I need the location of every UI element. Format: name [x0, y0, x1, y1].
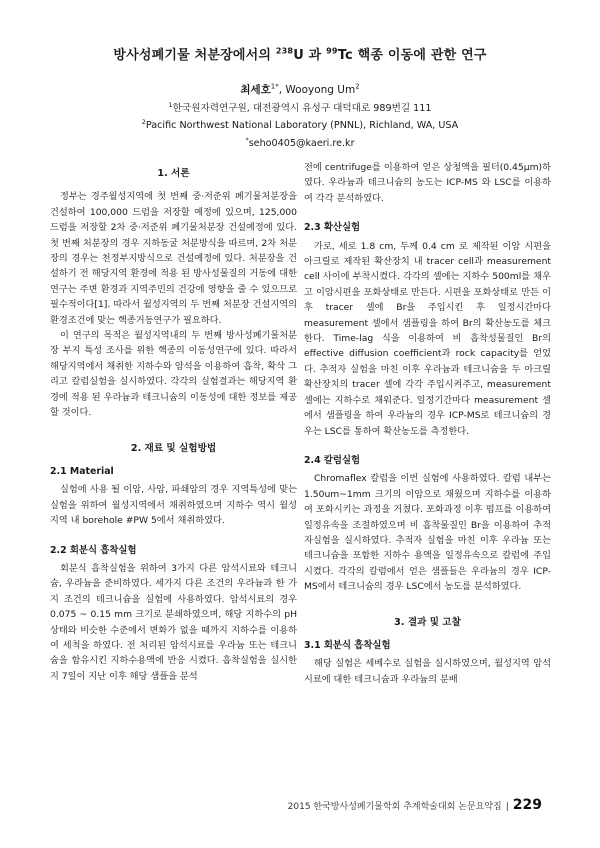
- subsection-2-2-heading: 2.2 회분식 흡착실험: [50, 544, 137, 556]
- corresponding-email: [0, 136, 600, 149]
- footer-proceedings-title: 2015 한국방사성폐기물학회 추계학술대회 논문요약집: [287, 802, 502, 812]
- column-experiment-paragraph: Chromaflex 칼럼을 이번 실험에 사용하였다. 칼럼 내부는 1.50um~1mm 크기의 이암으로 채웠으며 지하수를 이용하여 포화시키는 과정을 거쳤다. 포화과정 이후 펌프를 이용하여 일정유속을 조절하였으며 비 흡착물질인 Br을 이용하여 추적자실험을 실시하였다. 추적자 실험을 마친 이후 우라늄 또는 테크니슘을 포함한 지하수 용액을 일정유속으로 칼럼에 주입시켰다. 각각의 칼럼에서 얻은 샘플들은 우라늄의 경우 ICP-MS에서 테크니슘의 경우 LSC에서 농도를 분석하였다.: [304, 473, 551, 593]
- material-paragraph: 실험에 사용 될 이암, 사암, 파쇄암의 경우 지역특성에 맞는 실험을 위하여 월성지역에서 채취하였으며 지하수 역시 월성지역 내 borehole #PW 5에서 채취하였다.: [50, 484, 297, 527]
- page-number: 229: [512, 797, 542, 813]
- footer-separator: |: [505, 802, 509, 812]
- title-part2: U 과: [293, 48, 327, 63]
- affiliation-1: [0, 100, 600, 114]
- affiliation-2-mark: 2: [141, 118, 146, 126]
- corresponding-mark: *: [245, 136, 249, 144]
- author-separator: , Wooyong Um: [278, 84, 356, 96]
- left-column: [50, 160, 297, 684]
- batch-sorption-paragraph-cont: 전에 centrifuge를 이용하여 얻은 상청액을 필터(0.45µm)하였다. 우라늄과 테크니슘의 농도는 ICP-MS 와 LSC를 이용하여 각각 분석하였다.: [304, 162, 551, 204]
- intro-paragraph-1: 정부는 경주월성지역에 첫 번째 중·저준위 폐기물처분장을 건설하여 100,000 드럼을 저장할 예정에 있으며, 125,000 드럼을 저장할 2차 중·저준위 폐기물처분장 건설예정에 있다. 첫 번째 처분장의 경우 지하동굴 처분방식을 따르며, 2차 처분장의 경우는 천정부지방식으로 건설예정에 있다. 처분장을 건설하기 전 해당지역 환경에 적용 된 방사성물질의 거동에 대한 연구는 주변 환경과 지역주민의 건강에 영향을 줄 수 있으므로 필수적이다[1]. 따라서 월성지역의 두 번째 처분장 건설지역의 환경조건에 맞는 핵종거동연구가 필요하다.: [50, 191, 297, 326]
- affiliation-1-text: 한국원자력연구원, 대전광역시 유성구 대덕대로 989번길 111: [172, 103, 432, 114]
- paper-title: [0, 44, 600, 63]
- section-1-heading: 1. 서론: [157, 168, 190, 179]
- page-footer: [288, 797, 542, 813]
- intro-paragraph-2: 이 연구의 목적은 월성지역내의 두 번째 방사성폐기물처분장 부지 특성 조사를 위한 핵종의 이동성연구에 있다. 따라서 해당지역에서 채취한 지하수와 암석을 이용하여 흡착, 확삭 그리고 칼럼실험을 실시하였다. 각각의 실험결과는 해당지역 환경에 적용 된 우라늄과 테크니슘의 이동성에 대한 정보를 제공할 것이다.: [50, 330, 297, 419]
- author-list: [0, 82, 600, 97]
- affiliation-2-text: Pacific Northwest National Laboratory (PNNL), Richland, WA, USA: [145, 120, 459, 132]
- section-2-heading: 2. 재료 및 실험방법: [130, 442, 217, 454]
- affiliation-2: [0, 118, 600, 131]
- subsection-3-1-heading: 3.1 회분식 흡착실험: [304, 639, 391, 651]
- corresponding-email-text: seho0405@kaeri.re.kr: [248, 138, 355, 150]
- subsection-2-4-heading: 2.4 칼럼실험: [304, 454, 361, 466]
- batch-sorption-paragraph: 회분식 흡착실험을 위하여 3가지 다른 암석시료와 테크니슘, 우라늄을 준비하였다. 세가지 다른 조건의 우라늄과 한 가지 조건의 테크니슘을 실험에 사용하였다. 암석시료의 경우 0.075 ~ 0.15 mm 크기로 분쇄하였으며, 해당 지하수의 pH 상태와 비슷한 수준에서 변화가 없을 때까지 지하수를 이용하여 세척을 하였다. 전 처리된 암석시료를 우라늄 또는 테크니슘을 함유시킨 지하수용액에 반응 시켰다. 흡착실험을 실시한 지 7일이 지난 이후 해당 샘플을 분석: [50, 562, 297, 682]
- technetium-mass-number: 99: [326, 46, 338, 56]
- lead-author-mark: 1*: [270, 82, 279, 91]
- diffusion-paragraph: 가로, 세로 1.8 cm, 두께 0.4 cm 로 제작된 이암 시편을 아크릴로 제작된 확산장치 내 tracer cell과 measurement cell 사이에 부착시켰다. 각각의 셀에는 지하수 500ml를 채우고 이암시편을 포화상태로 만든다. 시편을 포화상태로 만든 이후 tracer 셀에 Br을 주입시킨 후 일정시간마다 measurement 셀에서 샘플링을 하여 Br의 확산농도를 체크한다. Time-lag 식을 이용하여 비 흡착성물질인 Br의 effective diffusion coefficient과 rock capacity를 얻었다. 추적자 실험을 마친 이후 우라늄과 테크니슘을 두 아크릴 확산장치의 tracer 셀에 각각 주입시켜주고, measurement 셀에는 지하수로 채워준다. 일정기간마다 measurement 셀에서 샘플링을 하여 우라늄의 경우 ICP-MS로 테크니슘의 경우는 LSC를 통하여 확산농도를 측정한다.: [304, 240, 551, 437]
- results-batch-paragraph: 해당 실험은 세베수로 실험을 실시하였으며, 월성지역 암석시료에 대한 테크니슘과 우라늄의 분배: [304, 658, 551, 685]
- title-part1: 방사성폐기물 처분장에서의: [113, 48, 276, 63]
- right-column: [304, 160, 551, 687]
- uranium-mass-number: 238: [275, 46, 294, 56]
- affiliation-1-mark: 1: [168, 100, 173, 109]
- subsection-2-1-heading: 2.1 Material: [50, 465, 114, 477]
- title-part3: Tc 핵종 이동에 관한 연구: [337, 48, 487, 63]
- lead-author: 최세호: [240, 84, 271, 96]
- section-3-heading: 3. 결과 및 고찰: [394, 616, 461, 628]
- second-author-mark: 2: [355, 82, 360, 91]
- subsection-2-3-heading: 2.3 확산실험: [304, 222, 361, 234]
